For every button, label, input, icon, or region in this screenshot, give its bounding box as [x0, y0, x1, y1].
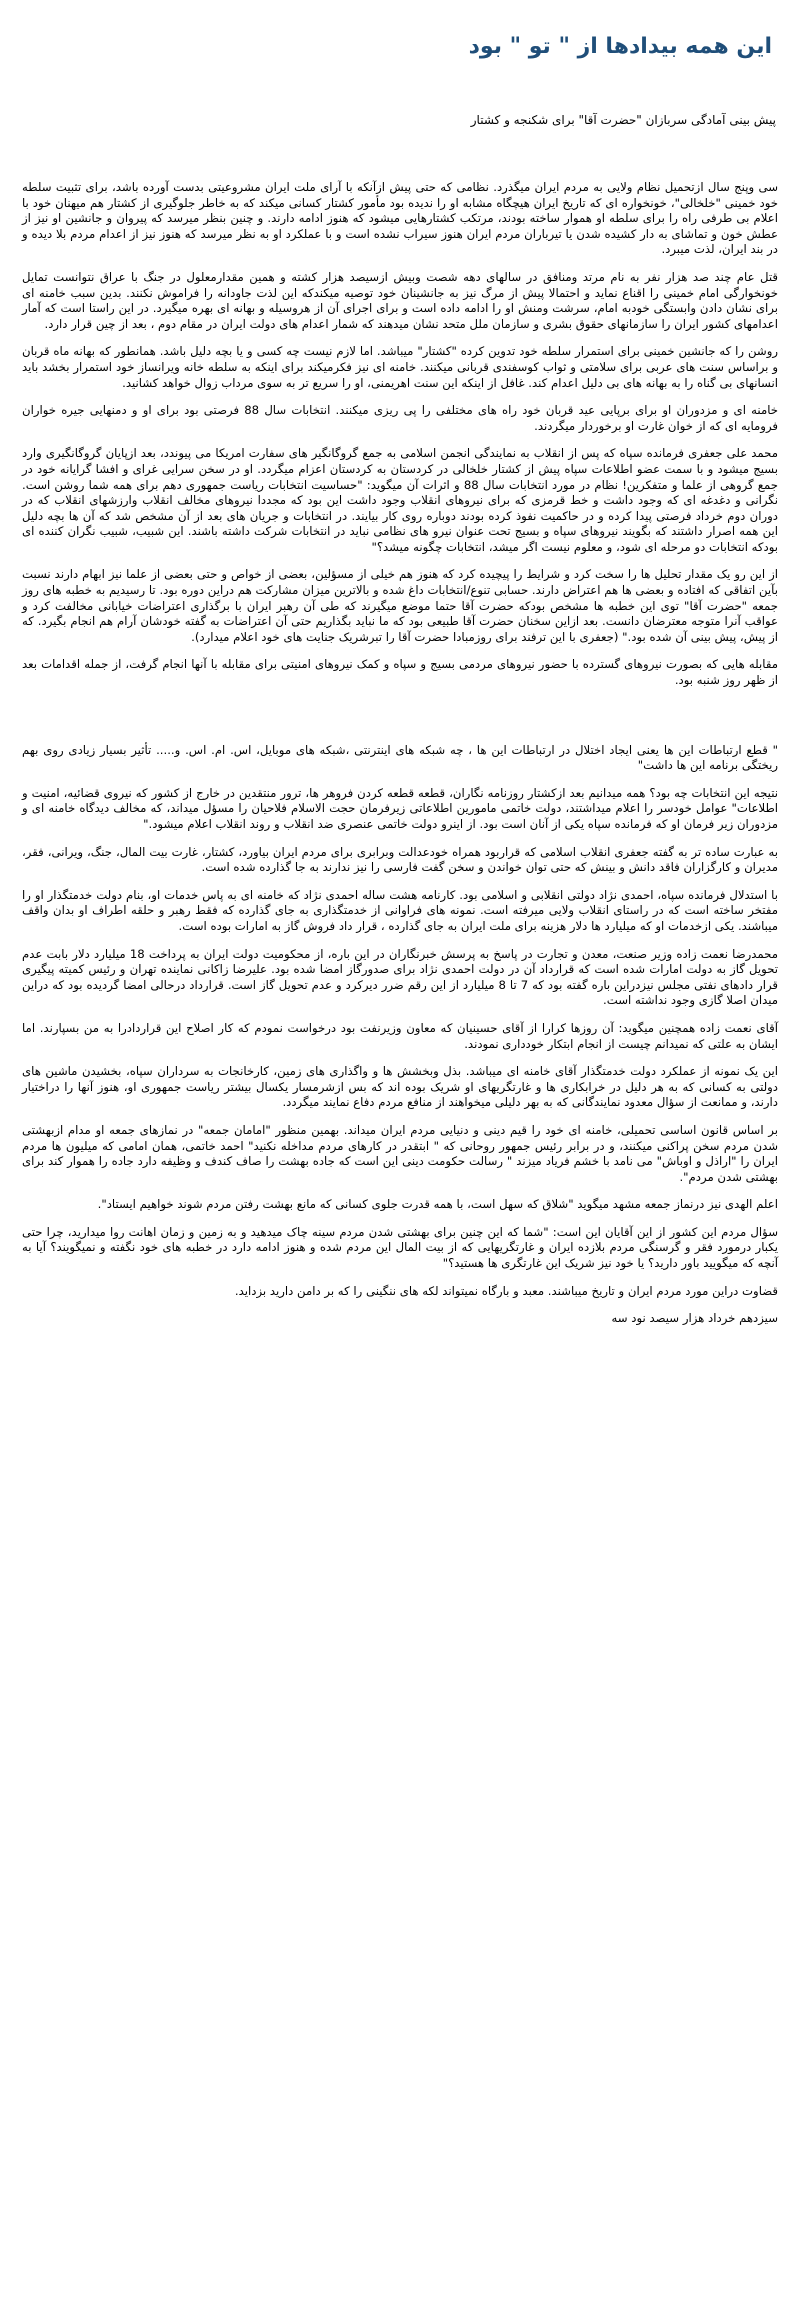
paragraph: قتل عام چند صد هزار نفر به نام مرتد ومنافق در سالهای دهه شصت وبیش ازسیصد هزار کشته و همین مقدارمعلول در جنگ با عراق نتوانست تمایل خونخوارگی امام خمینی را اقناع نماید و احتمالا پیش از مرگ نیز به جانشینان خود توصیه میکندکه این لذت جاودانه را فراموش نکنند. بدین سبب خامنه ای برای نشان دادن وابستگی خودبه امام، سرشت ومنش او را ادامه داده است و برای اجرای آن از هروسیله و بهانه ای بهره میگیرد. در این راستا است که آمار اعدامهای کشور ایران را سازمانهای حقوق بشری و سازمان ملل متحد نشان میدهند که شمار اعدام های دولت ایران در مقام دوم ، بعد از چین قرار دارد. [22, 269, 778, 331]
paragraph: از این رو یک مقدار تحلیل ها را سخت کرد و شرایط را پیچیده کرد که هنوز هم خیلی از مسؤلین، بعضی از خواص و حتی بعضی از علما نیز ابهام دارند نسبت بآین اتفاقی که افتاده و بعضی ها هم اعتراض دارند. حسابی تنوع/انتخابات داغ شده و بالاترین میزان مشارکت هم دراین دوره بود. تا رسیدیم به خطبه های روز جمعه "حضرت آقا" توی این خطبه ها مشخص بودکه حضرت آقا حتما موضع میگیرند که طی آن رهبر ایران با برگذاری اعتراضات خیابانی مخالفت کرد و عواقب آنرا متوجه معترضان دانست. بعد ازاین سخنان حضرت آقا طبیعی بود که ما نباید بگذاریم حتی آن اعتراضات به گفته خودشان آرام هم انجام بگیرد. که از پیش، پیش بینی آن شده بود." (جعفری با این ترفند برای روزمبادا حضرت آقا را تبرشریک جنایت های خود اعلام میدارد). [22, 567, 778, 644]
paragraph: محمد علی جعفری فرمانده سپاه که پس از انقلاب به نمایندگی انجمن اسلامی به جمع گروگانگیر های سفارت امریکا می پیوندد، بعد ازپایان گروگانگیری وارد بسیج میشود و با سمت عضو اطلاعات سپاه پیش از کشتار خلخالی در کردستان به کردستان اعزام میگردد. او در سخن سرایی غرای و افشا گرایانه خود در جمع گروهی از علما و متفکرین! نظام در مورد انتخابات سال 88 و اثرات آن میگوید: "حساسیت انتخابات ریاست جمهوری دهم برای همه شما روشن است. نگرانی و دغدغه ای که وجود داشت و خط قرمزی که برای نیروهای انقلاب وجود داشت این بود که مجددا نیروهای مخالف انقلاب وارزشهای انقلاب که در دوران دوم خرداد فرصتی پیدا کرده و در حاکمیت نفوذ کرده بودند دوباره روی کار بیایند. در انتخابات و جریان های بعد از آن مشخص شد که آن ها بچه دلیل این همه اصرار داشتند که بگویند نیروهای سپاه و بسیج تحت عنوان نیرو های نظامی نباید در انتخابات شرکت داشته باشند. این شبیب، شبیب نگران کننده ای بودکه انتخابات دو مرحله ای شود، و معلوم نیست اگر میشد، انتخابات چگونه میشد؟" [22, 446, 778, 554]
paragraph: نتیجه این انتخابات چه بود؟ همه میدانیم بعد ازکشتار روزنامه نگاران، قطعه قطعه کردن فروهر ها، ترور منتقدین در خارج از کشور که نیروی قضائیه، امنیت و اطلاعات" عوامل خودسر را اعلام میداشتند، دولت خاتمی مامورین اطلاعاتی زیرفرمان حجت الاسلام فلاحیان را مسؤل میداند، که مخالف دیدگاه خامنه ای و مزدوران زیر فرمان او که فرمانده سپاه یکی از آنان است بود. از اینرو دولت خاتمی عنصری ضد انقلاب و روند انقلاب اعلام میشود." [22, 785, 778, 831]
article-date: سیزدهم خرداد هزار سیصد نود سه [611, 1311, 778, 1326]
paragraph: با استدلال فرمانده سپاه، احمدی نژاد دولتی انقلابی و اسلامی بود. کارنامه هشت ساله احمدی نژاد که خامنه ای به پاس خدمات او، بنام دولت خدمتگذار او را مفتخر ساخته است که در راستای انقلاب ولایی میرفته است. نمونه های فراوانی از خدمتگذاری به جای گذارده که فقط رهبر و حلقه اطراف او بدان واقف میباشند. یکی ازخدمات او که میلیارد ها دلار هزینه برای ملت ایران به جای گذارده ، قرار داد فروش گاز به امارات بوده است. [22, 887, 778, 933]
article-body [22, 180, 778, 1327]
paragraph: به عبارت ساده تر به گفته جعفری انقلاب اسلامی که قراربود همراه خودعدالت وبرابری برای مردم ایران بیاورد، کشتار، غارت بیت المال، جنگ، ویرانی، فقر، مدیران و کارگزاران فاقد دانش و بینش که حتی توان خواندن و سخن گفت فارسی را نیز ندارند به جا گذارده شده است. [22, 844, 778, 875]
article-subtitle: پیش بینی آمادگی سربازان "حضرت آقا" برای شکنجه و کشتار [470, 113, 776, 127]
paragraph: اعلم الهدی نیز درنماز جمعه مشهد میگوید "شلاق که سهل است، با همه قدرت جلوی کسانی که مانع بهشت رفتن مردم شوند خواهیم ایستاد". [97, 1197, 778, 1212]
paragraph: قضاوت دراین مورد مردم ایران و تاریخ میباشند. معبد و بارگاه نمیتواند لکه های ننگینی را که بر دامن دارید بزداید. [234, 1283, 778, 1298]
article-title: این همه بیدادها از " تو " بود [468, 34, 772, 59]
paragraph: محمدرضا نعمت زاده وزیر صنعت، معدن و تجارت در پاسخ به پرسش خبرنگاران در این باره، از محکومیت دولت ایران به پرداخت 18 میلیارد دلار بابت عدم تحویل گاز به دولت امارات شده است که قرارداد آن در دولت احمدی نژاد برای صدورگاز امضا شده بود. علیرضا زاکانی نماینده تهران و رئیس کمیته پیگیری قرار دادهای نفتی مجلس نیزدراین باره گفته بود که 7 تا 8 میلیارد از این رقم ضرر دیرکرد و عدم تحویل گاز است. قرارداد درحالی امضا گردیده بود که دراین میدان اصلا گازی وجود نداشته است. [22, 946, 778, 1008]
paragraph: مقابله هایی که بصورت نیروهای گسترده با حضور نیروهای مردمی بسیج و سپاه و کمک نیروهای امنیتی برای مقابله با آنها انجام گرفت، از جمله اقدامات بعد از ظهر روز شنبه بود. [22, 657, 778, 688]
paragraph: بر اساس قانون اساسی تحمیلی، خامنه ای خود را قیم دینی و دنیایی مردم ایران میداند. بهمین منظور "امامان جمعه" در نمازهای جمعه او مدام ازبهشتی شدن مردم سخن پراکنی میکنند، و در برابر رئیس جمهور روحانی که " ابتقدر در کارهای مردم مداخله نکنید" احمد خاتمی، همان امامی که میلیون ها مردم ایران را "اراذل و اوباش" می نامد با خشم فریاد میزند " رسالت حکومت دینی این است که جاده بهشت را صاف کندف و وظیفه دارد جاده را هموار کند برای بهشتی شدن مردم". [22, 1122, 778, 1184]
paragraph: این یک نمونه از عملکرد دولت خدمتگذار آقای خامنه ای میباشد. بذل وبخشش ها و واگذاری های زمین، کارخانجات به سرداران سپاه، بخشیدن ماشین های دولتی به کسانی که به هر دلیل در خرابکاری ها و غارتگریهای او شریک بوده اند که بس ازشرمسار یکسال بیشتر ریاست جمهوری او، هنوز آنها را دراختیار دارند، و ممانعت از سؤال معدود نمایندگانی که به بهر دلیلی میخواهند از منافع مردم دفاع نمایند میگردد. [22, 1064, 778, 1110]
paragraph: " قطع ارتباطات این ها یعنی ایجاد اختلال در ارتباطات این ها ، چه شبکه های اینترنتی ،شبکه های موبایل، اس. ام. اس. و..... تأثیر بسیار زیادی روی بهم ریختگی برنامه این ها داشت" [22, 742, 778, 773]
paragraph: روشن را که جانشین خمینی برای استمرار سلطه خود تدوین کرده "کشتار" میباشد. اما لازم نیست چه کسی و یا بچه دلیل باشد. همانطور که بهانه ماه قربان و براساس سنت های عربی برای سلامتی و ثواب کوسفندی قربانی میکنند. خامنه ای نیز فکرمیکند برای اینکه به سلطه خانه ویرانساز خود استمرار بخشد باید انسانهای بی گناه را به بهانه های بی دلیل اعدام کند. غافل از اینکه این سنت اهریمنی، او را سریع تر به سوی مرداب زوال خواهد کشانید. [22, 344, 778, 390]
paragraph: سؤال مردم این کشور از این آقایان این است: "شما که این چنین برای بهشتی شدن مردم سینه چاک میدهید و به زمین و زمان اهانت روا میدارید، چرا حتی یکبار درمورد فقر و گرسنگی مردم بلازده ایران و غارتگریهایی که از بیت المال این مردم شده و هنوز ادامه دارد در خطبه های خود نگفته و نمیگویند؟ آیا به آنچه که میگویید باور دارید؟ یا خود نیز شریک این غارتگری ها هستید؟" [22, 1224, 778, 1271]
paragraph: آقای نعمت زاده همچنین میگوید: آن روزها کرارا از آقای حسینیان که معاون وزیرنفت بود درخواست نمودم که کار اصلاح این قراردادرا به من بسپارند. اما ایشان به علتی که نمیدانم چیست از انجام ابتکار خودداری نمودند. [22, 1020, 778, 1051]
paragraph: خامنه ای و مزدوران او برای برپایی عید قربان خود راه های مختلفی را پی ریزی میکنند. انتخابات سال 88 فرصتی بود برای او و دمنهایی جیره خواران فرومایه ای که از خوان غارت او برخوردار میگردند. [22, 403, 778, 433]
paragraph: سی وپنج سال ازتحمیل نظام ولایی به مردم ایران میگذرد. نظامی که حتی پیش ازآنکه با آرای ملت ایران مشروعیتی بدست آورده باشد، برای تثبیت سلطه خود خمینی "خلخالی"، خونخواره ای که تاریخ ایران هیچگاه مشابه او را ندیده بود مأمور کشتار کسانی میکند که به خاطر جلوگیری از کشتار هم میهنان خود با اعلام بی طرفی راه را برای سلطه او هموار ساخته بودند، مرتکب کشتارهایی میشود که هنوز ادامه دارند. و چنین بنظر میرسد که پیروان و جانشین او نیز از عطش خون و تماشای به دار کشیده شدن یا تیرباران مردم ایران هنوز سیراب نشده است و با عملکرد او به نظر میرسد که هنوز نیز از اعدام مردم بلا دیده و در بند ایران، لذت میبرد. [22, 180, 778, 257]
